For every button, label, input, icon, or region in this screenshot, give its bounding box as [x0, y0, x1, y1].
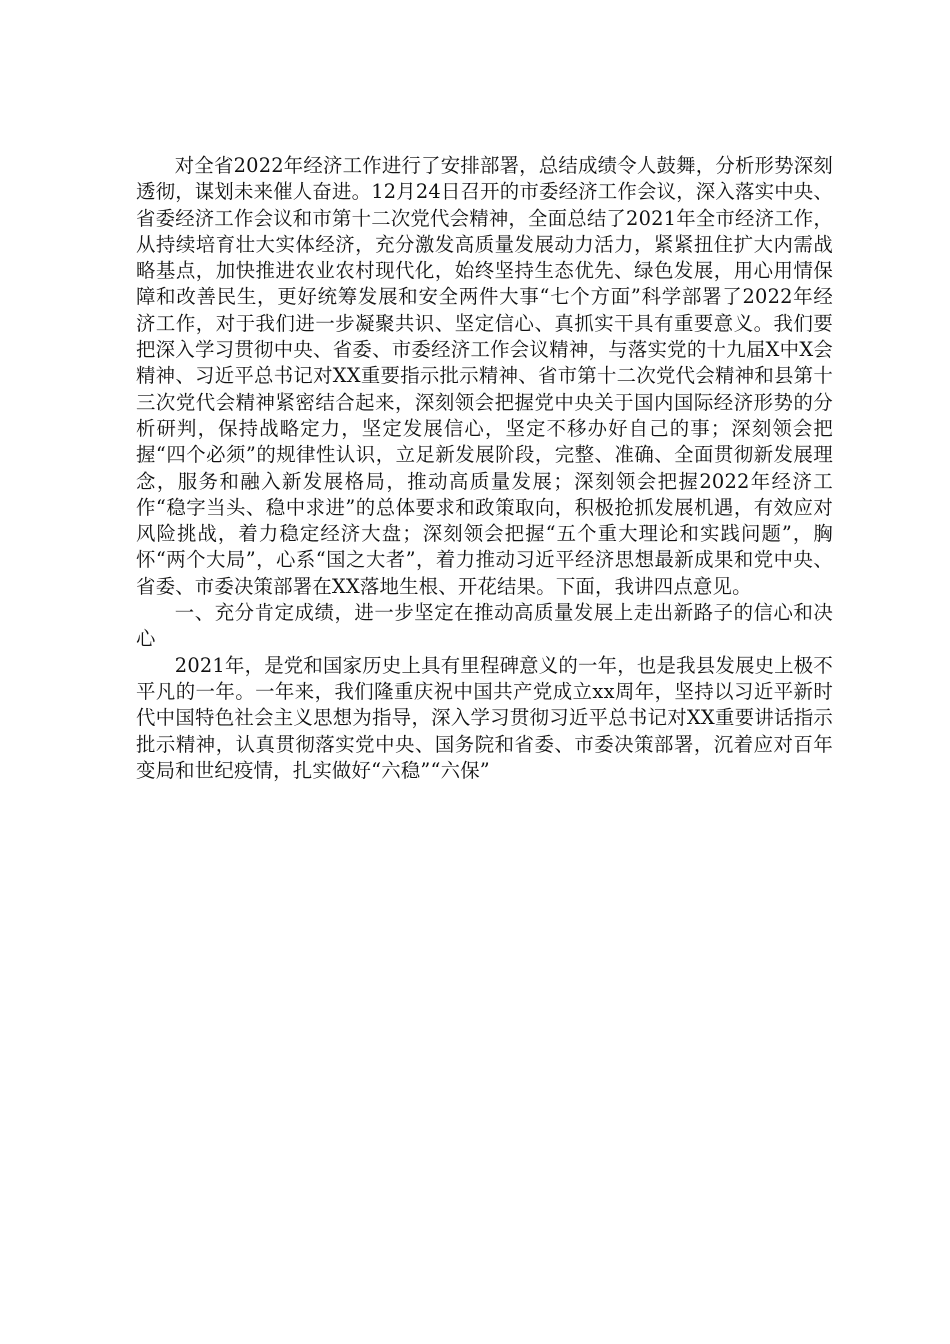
paragraph-intro: 对全省2022年经济工作进行了安排部署，总结成绩令人鼓舞，分析形势深刻透彻，谋划未来催人奋进。12月24日召开的市委经济工作会议，深入落实中央、省委经济工作会议和市第十二次党代会精神，全面总结了2021年全市经济工作，从持续培育壮大实体经济，充分激发高质量发展动力活力，紧紧扭住扩大内需战略基点，加快推进农业农村现代化，始终坚持生态优先、绿色发展，用心用情保障和改善民生，更好统筹发展和安全两件大事“七个方面”科学部署了2022年经济工作，对于我们进一步凝聚共识、坚定信心、真抓实干具有重要意义。我们要把深入学习贯彻中央、省委、市委经济工作会议精神，与落实党的十九届X中X会精神、习近平总书记对XX重要指示批示精神、省市第十二次党代会精神和县第十三次党代会精神紧密结合起来，深刻领会把握党中央关于国内国际经济形势的分析研判，保持战略定力，坚定发展信心，坚定不移办好自己的事；深刻领会把握“四个必须”的规律性认识，立足新发展阶段，完整、准确、全面贯彻新发展理念，服务和融入新发展格局，推动高质量发展；深刻领会把握2022年经济工作“稳字当头、稳中求进”的总体要求和政策取向，积极抢抓发展机遇，有效应对风险挑战，着力稳定经济大盘；深刻领会把握“五个重大理论和实践问题”，胸怀“两个大局”，心系“国之大者”，着力推动习近平经济思想最新成果和党中央、省委、市委决策部署在XX落地生根、开花结果。下面，我讲四点意见。 [136, 154, 833, 598]
section-heading-1: 一、充分肯定成绩，进一步坚定在推动高质量发展上走出新路子的信心和决心 [136, 601, 833, 651]
document-body [136, 153, 833, 784]
paragraph-2021-review: 2021年，是党和国家历史上具有里程碑意义的一年，也是我县发展史上极不平凡的一年。一年来，我们隆重庆祝中国共产党成立xx周年，坚持以习近平新时代中国特色社会主义思想为指导，深入学习贯彻习近平总书记对XX重要讲话指示批示精神，认真贯彻落实党中央、国务院和省委、市委决策部署，沉着应对百年变局和世纪疫情，扎实做好“六稳”“六保” [136, 653, 833, 782]
